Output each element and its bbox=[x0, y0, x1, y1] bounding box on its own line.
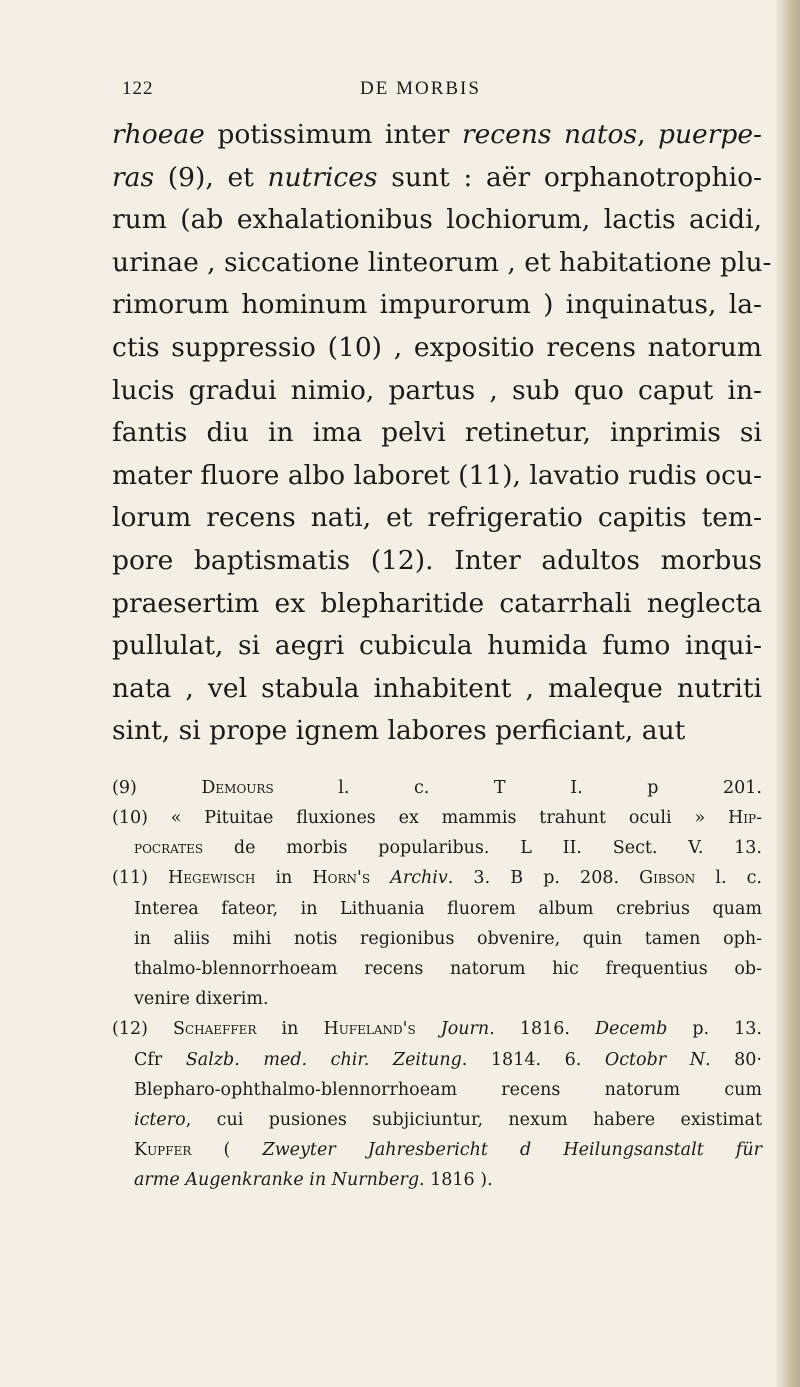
body-line bbox=[112, 497, 762, 540]
author-name: Horn's bbox=[312, 868, 371, 889]
text-segment: praesertim ex blepharitide catarrhali neglecta bbox=[112, 587, 762, 619]
body-line bbox=[112, 583, 762, 626]
author-name: Schaeffer bbox=[172, 1019, 257, 1040]
author-name: Hufeland's bbox=[323, 1019, 416, 1040]
text-segment: lorum recens nati, et refrigeratio capitis tem- bbox=[112, 502, 762, 534]
body-line bbox=[112, 412, 762, 455]
footnote-line bbox=[112, 833, 762, 863]
main-text bbox=[112, 114, 772, 753]
text-segment: . 3. B p. 208. bbox=[447, 868, 640, 889]
author-name: Hip- bbox=[728, 808, 762, 829]
text-segment: . 80· bbox=[705, 1049, 762, 1070]
text-segment: (9), et bbox=[154, 161, 268, 193]
italic-text: recens natos bbox=[461, 119, 638, 150]
text-segment: urinae , siccatione linteorum , et habitatione plu- bbox=[112, 246, 772, 278]
text-segment: rum (ab exhalationibus lochiorum, lactis acidi, bbox=[112, 204, 762, 236]
footnote-line bbox=[112, 1165, 762, 1195]
text-segment: (11) bbox=[112, 868, 169, 889]
body-line bbox=[112, 114, 762, 157]
footnote-line bbox=[112, 954, 762, 984]
footnote-line bbox=[112, 1135, 762, 1165]
text-segment: . 1816 ). bbox=[419, 1170, 493, 1191]
text-segment: rimorum hominum impurorum ) inquinatus, la- bbox=[112, 289, 762, 321]
text-segment: (10) « Pituitae fluxiones ex mammis trahunt oculi » bbox=[112, 808, 728, 829]
text-segment: ctis suppressio (10) , expositio recens natorum bbox=[112, 331, 762, 363]
text-segment: Blepharo-ophthalmo-blennorrhoeam recens natorum cum bbox=[134, 1079, 762, 1100]
text-segment: . 1816. bbox=[489, 1019, 595, 1040]
running-head bbox=[112, 78, 762, 106]
italic-text: nutrices bbox=[267, 161, 378, 193]
footnote-line bbox=[112, 1045, 762, 1075]
body-line bbox=[112, 710, 762, 753]
footnote-line bbox=[112, 894, 762, 924]
author-name: Gibson bbox=[639, 868, 696, 889]
text-segment: in bbox=[256, 1019, 324, 1040]
text-segment: Interea fateor, in Lithuania fluorem album crebrius quam bbox=[134, 898, 762, 919]
text-segment: de morbis popularibus. L II. Sect. V. 13. bbox=[203, 838, 762, 859]
footnote-line bbox=[112, 984, 762, 1014]
text-segment: potissimum inter bbox=[204, 119, 462, 150]
text-segment: in aliis mihi notis regionibus obvenire, quin tamen oph- bbox=[134, 928, 762, 949]
body-line bbox=[112, 242, 772, 285]
italic-text: ictero bbox=[134, 1109, 186, 1130]
body-line bbox=[112, 284, 762, 327]
text-segment: l. c. bbox=[695, 868, 762, 889]
italic-text: Salzb. med. chir. Zeitung bbox=[185, 1049, 462, 1070]
text-segment: lucis gradui nimio, partus , sub quo caput in- bbox=[112, 374, 762, 406]
text-segment: in bbox=[255, 868, 313, 889]
body-line bbox=[112, 455, 762, 498]
body-line bbox=[112, 157, 762, 200]
text-segment: ( bbox=[191, 1140, 263, 1161]
text-segment bbox=[416, 1019, 441, 1039]
footnote-line bbox=[112, 1105, 762, 1135]
italic-text: rhoeae bbox=[112, 119, 205, 150]
text-segment: (9) bbox=[112, 777, 202, 798]
footnote-line bbox=[112, 1014, 762, 1044]
text-segment: . 1814. 6. bbox=[461, 1049, 605, 1070]
text-segment: fantis diu in ima pelvi retinetur, inprimis si bbox=[112, 417, 762, 449]
text-segment: (12) bbox=[112, 1019, 173, 1040]
footnote-line bbox=[112, 803, 762, 833]
italic-text: arme Augenkranke in Nurnberg bbox=[134, 1170, 420, 1191]
italic-text: ras bbox=[112, 161, 155, 193]
author-name: pocrates bbox=[134, 838, 204, 859]
footnote-line bbox=[112, 863, 762, 893]
body-line bbox=[112, 625, 762, 668]
page-number: 122 bbox=[122, 78, 154, 99]
text-segment: Cfr bbox=[134, 1049, 186, 1070]
text-segment: thalmo-blennorrhoeam recens natorum hic frequentius ob- bbox=[134, 959, 762, 980]
italic-text: Zweyter Jahresbericht d Heilungsanstalt für bbox=[262, 1140, 762, 1161]
footnotes bbox=[112, 773, 762, 1196]
text-segment bbox=[370, 868, 390, 888]
italic-text: Octobr N bbox=[604, 1049, 706, 1070]
text-segment: sunt : aër orphanotrophio- bbox=[377, 161, 762, 193]
text-segment: venire dixerim. bbox=[134, 989, 269, 1010]
body-line bbox=[112, 199, 762, 242]
italic-text: puerpe- bbox=[658, 119, 762, 150]
body-line bbox=[112, 540, 762, 583]
text-segment: , cui pusiones subjiciuntur, nexum habere existimat bbox=[185, 1109, 762, 1130]
page-edge-shadow bbox=[774, 0, 800, 1387]
text-segment: nata , vel stabula inhabitent , maleque nutriti bbox=[112, 672, 762, 704]
body-line bbox=[112, 327, 762, 370]
text-segment: l. c. T I. p 201. bbox=[273, 777, 762, 798]
footnote-line bbox=[112, 1075, 762, 1105]
author-name: Demours bbox=[201, 777, 274, 798]
text-segment: , bbox=[637, 119, 659, 150]
italic-text: Journ bbox=[440, 1019, 490, 1040]
text-segment: pullulat, si aegri cubicula humida fumo inqui- bbox=[112, 630, 762, 662]
text-segment: mater fluore albo laboret (11), lavatio rudis ocu- bbox=[112, 459, 762, 491]
book-page bbox=[112, 78, 772, 1196]
italic-text: Archiv bbox=[390, 868, 448, 889]
body-line bbox=[112, 370, 762, 413]
text-segment: p. 13. bbox=[667, 1019, 762, 1040]
body-line bbox=[112, 668, 762, 711]
footnote-line bbox=[112, 773, 762, 803]
text-segment: sint, si prope ignem labores perficiant, aut bbox=[112, 715, 686, 747]
footnote-line bbox=[112, 924, 762, 954]
text-segment: pore baptismatis (12). Inter adultos morbus bbox=[112, 544, 762, 576]
running-title: DE MORBIS bbox=[360, 78, 481, 99]
author-name: Kupfer bbox=[134, 1140, 192, 1161]
italic-text: Decemb bbox=[594, 1019, 668, 1040]
author-name: Hegewisch bbox=[168, 868, 256, 889]
